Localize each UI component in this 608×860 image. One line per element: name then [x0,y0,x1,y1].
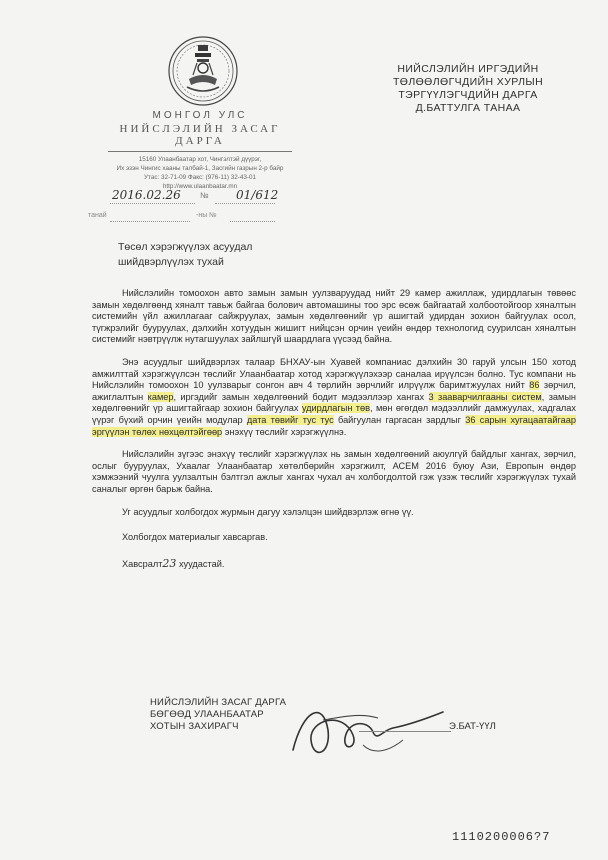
handwritten-page-count: 23 [162,556,177,570]
subject-line: Төсөл хэрэгжүүлэх асуудал [118,241,253,253]
address-line: Утас: 32-71-09 Факс: (976-11) 32-43-01 [144,174,256,181]
signature-line [359,731,451,732]
letter-body [92,288,576,584]
paragraph-4: Уг асуудлыг холбогдох журмын дагуу хэлэлцэн шийдвэрлэж өгнө үү. [122,506,414,517]
text-run: , иргэдийг замын хөдөлгөөний бодит мэдээллээр хангах [173,391,429,402]
signatory-line: НИЙСЛЭЛИЙН ЗАСАГ ДАРГА [150,697,287,708]
number-line [215,203,275,204]
handwritten-number: 01/612 [236,188,279,202]
address-line: http://www.ulaanbaatar.mn [162,183,238,190]
address-line: Их эзэн Чингис хааны талбай-1, Засгийн газрын 2-р байр [116,165,284,172]
recipient-line: ТЭРГҮҮЛЭГЧДИЙН ДАРГА [398,89,538,101]
text-run: зөрчил, ажиглалтын [92,380,576,402]
letterhead [100,110,300,191]
recipient-line: ТӨЛӨӨЛӨГЧДИЙН ХУРЛЫН [392,76,544,88]
text-run: хуудастай. [176,558,225,569]
paragraph-6 [92,558,576,571]
paragraph-1: Нийслэлийн томоохон авто замын замын уулзваруудад нийт 29 камер ажиллаж, удирдлагын төвөөс замын хөдөлгөөнд хяналт тавьж байгаа болович автомашины тоо эрс өсөж байгаатай холбоотойгоор хяналтын системийн үйл ажиллагааг сайжруулах, замын хөдөлгөөнийг үр ашигтай удирдан зохион байгуулах осол, түгжрэлийг бууруулах, дэлхийн хотуудын жишигт нийцсэн орчин үеийн өндөр технологид суурилсан хяналтын системийг нэвтрүүлж нутагшуулах зайлшгүй шаардлага үүсээд байна. [92,288,576,345]
recipient-line: НИЙСЛЭЛИЙН ИРГЭДИЙН [397,63,539,75]
paragraph-2 [92,357,576,438]
text-run: Энэ асуудлыг шийдвэрлэх талаар БНХАУ-ын Хуавей компаниас дэлхийн 30 гаруй улсын 150 хотод амжилттай хэрэгжүүлсэн төслийг Улаанбаатар хотод хэрэгжүүлэхээр саналаа ирүүлсэн болно. Тус компани нь Нийслэлийн томоохон 10 уулзварыг сонгон авч 4 төрлийн зөрчлийг илрүүлж баримтжуулах нийт [92,356,576,391]
highlighted-text: камер [147,391,174,402]
highlighted-text: дата төвийг тус тус [246,414,334,425]
handwritten-signature [283,690,453,770]
highlighted-text: 36 сарын хугацаатайгаар эргүүлэн төлөх нөхцөлтэйгөөр [92,414,577,437]
letterhead-divider [108,151,292,152]
tanai-number-label: -ны № [196,212,217,219]
signatory-line: БӨГӨӨД УЛААНБААТАР [150,709,264,720]
recipient-line: Д.БАТТУЛГА ТАНАА [415,102,521,114]
subject-block [118,240,338,270]
paragraph-5: Холбогдох материалыг хавсаргав. [122,532,268,543]
text-run: , мөн өгөгдөл мэдээллийг дамжуулах, хадгалах үүрэг бүхий орчин үеийн модулар [92,403,576,425]
serial-number: 1110200006?7 [452,830,551,844]
signer-name: Э.БАТ-ҮҮЛ [449,721,496,732]
state-emblem-icon [167,35,239,107]
highlighted-text: 86 [529,380,540,391]
handwritten-date: 2016.02.26 [112,188,181,202]
tanai-date-line [110,221,190,222]
highlighted-text: удирдлагын төв [301,403,371,414]
text-run: байгуулан гаргасан зардлыг [333,414,466,425]
signatory-line: ХОТЫН ЗАХИРАГЧ [150,721,239,732]
text-run: энэхүү төслийг хэрэгжүүлнэ. [222,426,347,437]
address-line: 15160 Улаанбаатар хот, Чингэлтэй дүүрэг, [138,156,262,163]
tanai-label: танай [88,212,107,219]
country-name: МОНГОЛ УЛС [152,110,248,121]
organization-name: НИЙСЛЭЛИЙН ЗАСАГ ДАРГА [119,123,281,147]
number-symbol: № [200,191,209,200]
subject-line: шийдвэрлүүлэх тухай [118,256,224,268]
text-run: Хавсралт [122,558,163,569]
text-run: , замын хөдөлгөөнийг үр ашигтайгаар зохион байгуулах [92,391,577,414]
highlighted-text: 3 зааварчилгааны систем [428,391,542,402]
recipient-block [368,63,568,115]
date-line [110,203,195,204]
tanai-number-line [230,221,275,222]
paragraph-3: Нийслэлийн зүгээс энэхүү төслийг хэрэгжүүлэх нь замын хөдөлгөөний аюулгүй байдлыг хангах, зөрчил, ослыг бууруулах, Ухаалаг Улаанбаатар хөтөлбөрийн хэрэгжилт, АСЕМ 2016 буюу Ази, Европын өндөр хэмжээний чуулга уулзалтын бэлтгэл ажлыг хангах чухал ач холбогдолтой гэж үзэж төслийг хэрэгжүүлэх тухай саналыг өргөн барьж байна. [92,449,576,494]
